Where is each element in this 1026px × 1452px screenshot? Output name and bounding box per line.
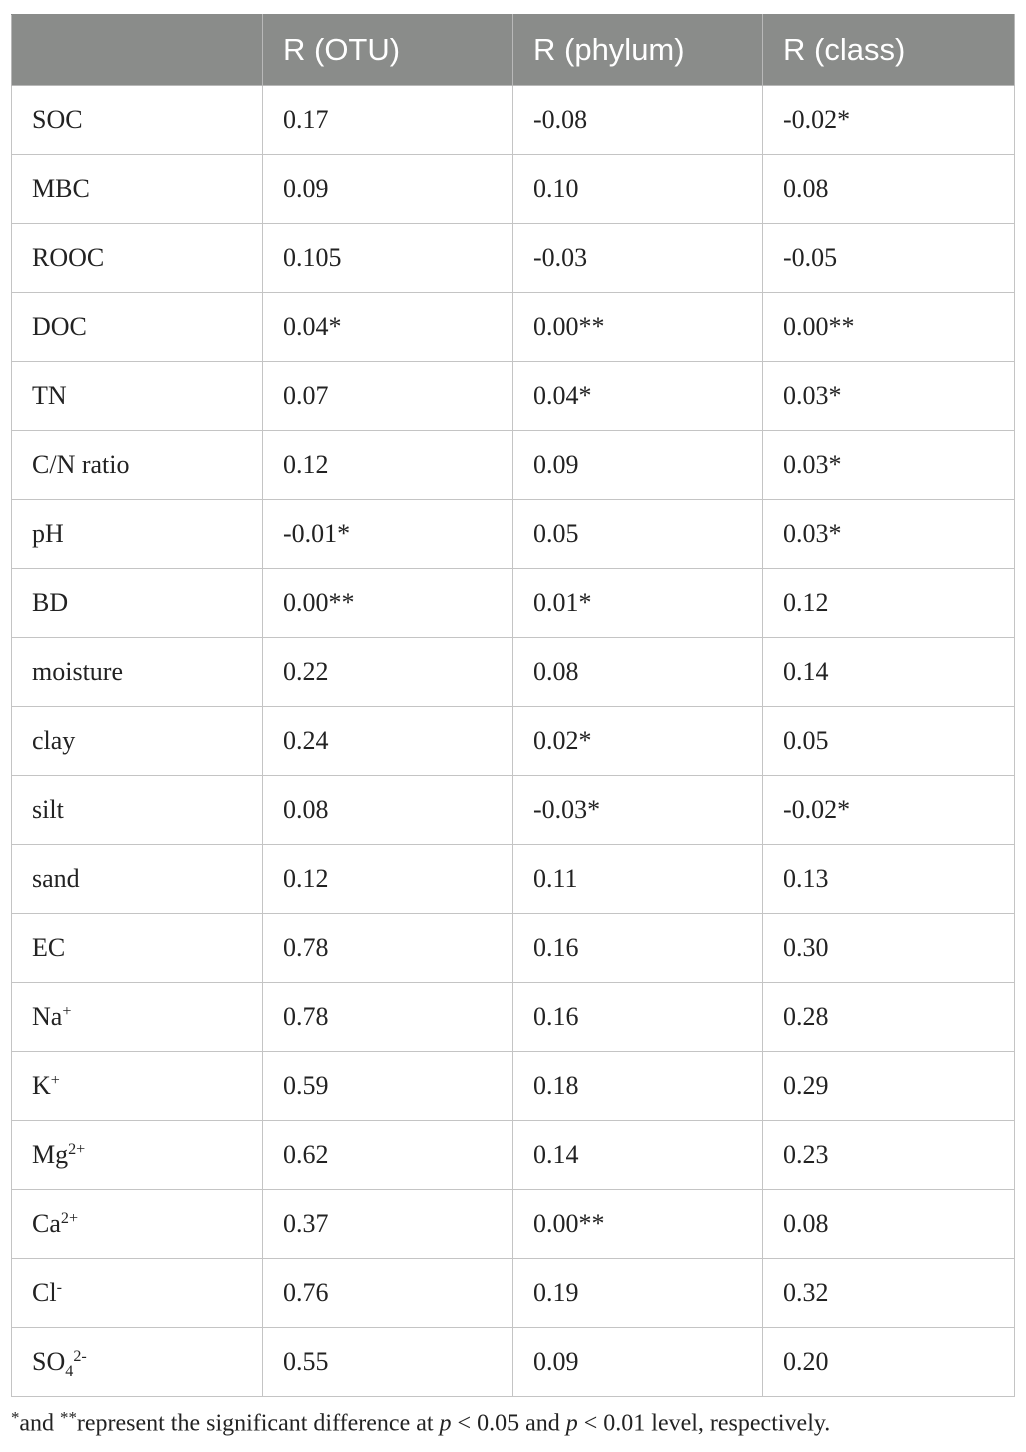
cell-r-phylum: 0.16 — [513, 914, 763, 983]
variable-name: ROOC — [32, 243, 105, 272]
variable-name: EC — [32, 933, 66, 962]
cell-r-otu: 0.62 — [263, 1121, 513, 1190]
cell-r-otu: 0.76 — [263, 1259, 513, 1328]
table-row — [12, 914, 1015, 983]
footnote-p-symbol: p — [439, 1410, 452, 1437]
table-row — [12, 983, 1015, 1052]
footnote-p-symbol: p — [565, 1410, 578, 1437]
cell-r-otu: 0.37 — [263, 1190, 513, 1259]
variable-label — [32, 243, 104, 273]
table-row — [12, 707, 1015, 776]
cell-r-phylum: 0.19 — [513, 1259, 763, 1328]
cell-r-class: 0.05 — [763, 707, 1015, 776]
cell-variable — [12, 86, 263, 155]
variable-name: Na — [32, 1002, 63, 1031]
cell-variable — [12, 500, 263, 569]
footnote-double-star: ** — [60, 1408, 77, 1427]
cell-r-otu: -0.01* — [263, 500, 513, 569]
cell-r-class: 0.32 — [763, 1259, 1015, 1328]
cell-r-class: -0.02* — [763, 776, 1015, 845]
footnote-text-threshold-1: < 0.05 and — [451, 1410, 566, 1437]
correlation-table — [11, 14, 1015, 1397]
cell-r-phylum: 0.00** — [513, 1190, 763, 1259]
variable-label — [32, 174, 90, 204]
variable-name: pH — [32, 519, 64, 548]
cell-r-phylum: 0.04* — [513, 362, 763, 431]
cell-variable — [12, 845, 263, 914]
variable-name: SOC — [32, 105, 83, 134]
cell-r-otu: 0.105 — [263, 224, 513, 293]
cell-variable — [12, 707, 263, 776]
table-row — [12, 1259, 1015, 1328]
footnote-single-star: * — [11, 1408, 20, 1427]
table-row — [12, 431, 1015, 500]
variable-label — [32, 1002, 71, 1032]
cell-r-phylum: 0.10 — [513, 155, 763, 224]
cell-r-otu: 0.12 — [263, 845, 513, 914]
cell-variable — [12, 362, 263, 431]
variable-name: K — [32, 1071, 51, 1100]
cell-r-otu: 0.12 — [263, 431, 513, 500]
table-body — [12, 86, 1015, 1397]
variable-label — [32, 726, 75, 756]
table-footnote — [11, 1408, 830, 1438]
variable-label — [32, 1347, 87, 1380]
variable-label — [32, 864, 80, 894]
footnote-text-represent: represent the significant difference at — [76, 1410, 440, 1437]
variable-label — [32, 450, 130, 480]
table-row — [12, 638, 1015, 707]
variable-superscript: 2- — [73, 1348, 87, 1366]
cell-r-otu: 0.04* — [263, 293, 513, 362]
table-row — [12, 86, 1015, 155]
table-header — [12, 15, 1015, 86]
cell-r-class: -0.02* — [763, 86, 1015, 155]
variable-name: DOC — [32, 312, 87, 341]
variable-superscript: 2+ — [60, 1210, 79, 1228]
cell-r-otu: 0.55 — [263, 1328, 513, 1397]
cell-variable — [12, 431, 263, 500]
cell-r-class: 0.08 — [763, 1190, 1015, 1259]
cell-variable — [12, 293, 263, 362]
cell-variable — [12, 983, 263, 1052]
variable-superscript: + — [62, 1003, 72, 1021]
cell-r-phylum: 0.14 — [513, 1121, 763, 1190]
variable-name: SO — [32, 1347, 66, 1376]
cell-r-class: 0.13 — [763, 845, 1015, 914]
table-row — [12, 776, 1015, 845]
variable-name: Mg — [32, 1140, 69, 1169]
cell-variable — [12, 776, 263, 845]
cell-r-phylum: 0.08 — [513, 638, 763, 707]
cell-variable — [12, 1190, 263, 1259]
cell-variable — [12, 569, 263, 638]
cell-r-phylum: 0.11 — [513, 845, 763, 914]
header-cell-r-class: R (class) — [763, 15, 1015, 86]
variable-superscript: - — [56, 1279, 62, 1297]
variable-name: C/N ratio — [32, 450, 130, 479]
variable-label — [32, 105, 83, 135]
table-row — [12, 569, 1015, 638]
header-cell-r-otu: R (OTU) — [263, 15, 513, 86]
cell-r-phylum: 0.09 — [513, 1328, 763, 1397]
table-row — [12, 155, 1015, 224]
variable-label — [32, 1071, 60, 1101]
variable-label — [32, 588, 68, 618]
table-row — [12, 500, 1015, 569]
variable-label — [32, 312, 87, 342]
variable-label — [32, 381, 67, 411]
variable-name: TN — [32, 381, 67, 410]
table-row — [12, 1121, 1015, 1190]
cell-r-otu: 0.59 — [263, 1052, 513, 1121]
cell-r-class: -0.05 — [763, 224, 1015, 293]
variable-name: Cl — [32, 1278, 57, 1307]
cell-variable — [12, 155, 263, 224]
variable-subscript: 4 — [65, 1362, 74, 1380]
cell-r-class: 0.08 — [763, 155, 1015, 224]
cell-variable — [12, 1259, 263, 1328]
cell-variable — [12, 638, 263, 707]
cell-r-phylum: 0.05 — [513, 500, 763, 569]
cell-r-class: 0.03* — [763, 500, 1015, 569]
cell-r-phylum: 0.01* — [513, 569, 763, 638]
header-cell-r-phylum: R (phylum) — [513, 15, 763, 86]
cell-r-class: 0.23 — [763, 1121, 1015, 1190]
cell-r-phylum: 0.09 — [513, 431, 763, 500]
variable-label — [32, 1209, 78, 1239]
header-cell-variable — [12, 15, 263, 86]
cell-r-class: 0.12 — [763, 569, 1015, 638]
cell-r-otu: 0.09 — [263, 155, 513, 224]
variable-label — [32, 933, 65, 963]
cell-variable — [12, 914, 263, 983]
variable-label — [32, 1140, 85, 1170]
cell-r-otu: 0.24 — [263, 707, 513, 776]
cell-r-otu: 0.17 — [263, 86, 513, 155]
cell-r-class: 0.00** — [763, 293, 1015, 362]
cell-r-otu: 0.07 — [263, 362, 513, 431]
cell-variable — [12, 1328, 263, 1397]
cell-variable — [12, 224, 263, 293]
table-row — [12, 1190, 1015, 1259]
table-row — [12, 224, 1015, 293]
variable-label — [32, 795, 64, 825]
variable-label — [32, 1278, 62, 1308]
variable-superscript: + — [50, 1072, 60, 1090]
variable-name: BD — [32, 588, 69, 617]
variable-superscript: 2+ — [68, 1141, 86, 1159]
cell-r-otu: 0.78 — [263, 983, 513, 1052]
footnote-text-and: and — [19, 1410, 61, 1437]
cell-r-class: 0.03* — [763, 362, 1015, 431]
variable-label — [32, 657, 123, 687]
cell-r-class: 0.03* — [763, 431, 1015, 500]
cell-r-phylum: 0.00** — [513, 293, 763, 362]
cell-r-phylum: 0.18 — [513, 1052, 763, 1121]
cell-r-class: 0.28 — [763, 983, 1015, 1052]
cell-r-class: 0.29 — [763, 1052, 1015, 1121]
table-row — [12, 845, 1015, 914]
cell-variable — [12, 1121, 263, 1190]
variable-name: clay — [32, 726, 76, 755]
variable-name: sand — [32, 864, 80, 893]
cell-r-class: 0.14 — [763, 638, 1015, 707]
variable-name: silt — [32, 795, 64, 824]
cell-r-otu: 0.78 — [263, 914, 513, 983]
cell-r-class: 0.30 — [763, 914, 1015, 983]
variable-name: MBC — [32, 174, 90, 203]
cell-r-phylum: -0.03* — [513, 776, 763, 845]
cell-variable — [12, 1052, 263, 1121]
cell-r-otu: 0.00** — [263, 569, 513, 638]
data-table-container — [11, 14, 1014, 1397]
table-row — [12, 293, 1015, 362]
cell-r-phylum: -0.03 — [513, 224, 763, 293]
cell-r-phylum: 0.16 — [513, 983, 763, 1052]
cell-r-otu: 0.22 — [263, 638, 513, 707]
cell-r-phylum: 0.02* — [513, 707, 763, 776]
table-row — [12, 1328, 1015, 1397]
table-row — [12, 362, 1015, 431]
variable-label — [32, 519, 64, 549]
cell-r-otu: 0.08 — [263, 776, 513, 845]
table-row — [12, 1052, 1015, 1121]
variable-name: Ca — [32, 1209, 61, 1238]
cell-r-phylum: -0.08 — [513, 86, 763, 155]
footnote-text-threshold-2: < 0.01 level, respectively. — [577, 1410, 831, 1437]
variable-name: moisture — [32, 657, 123, 686]
header-row — [12, 15, 1015, 86]
cell-r-class: 0.20 — [763, 1328, 1015, 1397]
